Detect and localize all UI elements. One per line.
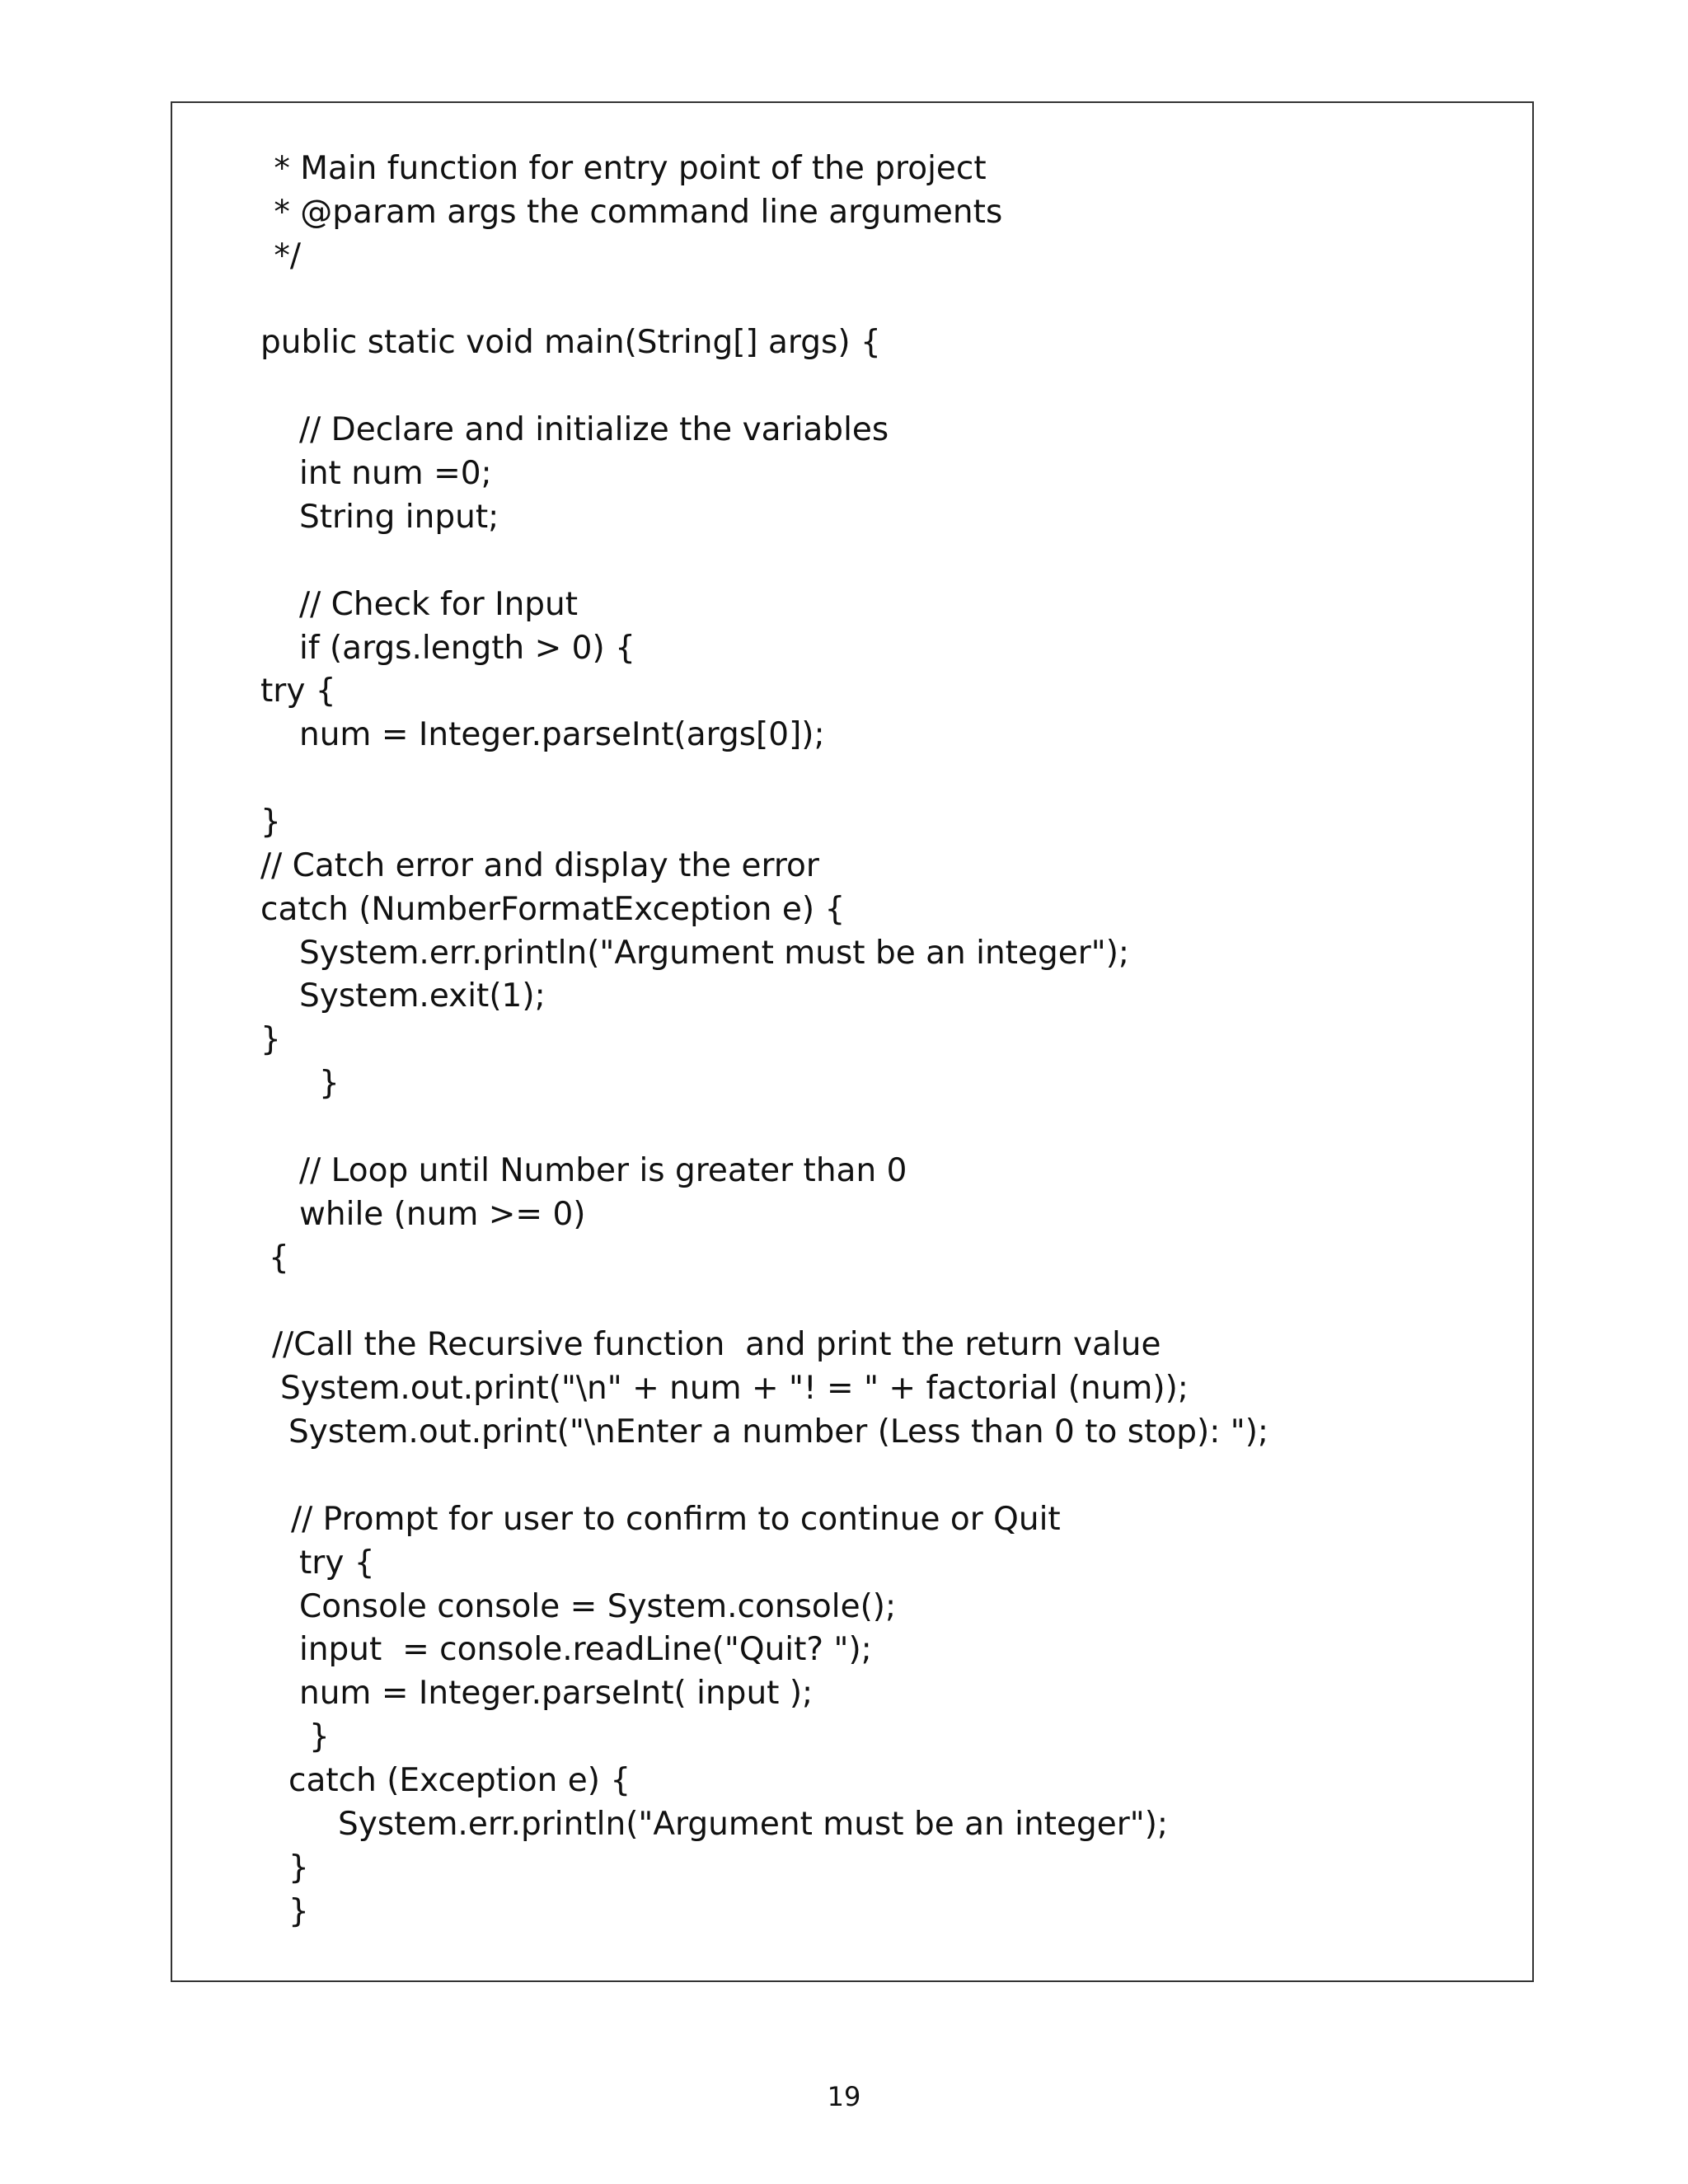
- code-line: int num =0;: [299, 455, 492, 492]
- code-line: }: [260, 804, 281, 841]
- code-line: System.out.print("\nEnter a number (Less than 0 to stop): ");: [288, 1413, 1269, 1451]
- code-line: while (num >= 0): [299, 1196, 586, 1233]
- code-line: if (args.length > 0) {: [299, 630, 635, 667]
- code-line: System.out.print("\n" + num + "! = " + factorial (num));: [280, 1370, 1189, 1407]
- code-line: }: [319, 1065, 340, 1102]
- code-line: {: [269, 1240, 289, 1277]
- code-line: // Loop until Number is greater than 0: [299, 1152, 907, 1189]
- code-line: Console console = System.console();: [299, 1588, 897, 1625]
- code-line: // Check for Input: [299, 586, 579, 623]
- code-line: }: [288, 1893, 309, 1930]
- code-line: input = console.readLine("Quit? ");: [299, 1631, 872, 1668]
- code-line: */: [264, 237, 302, 274]
- code-line: String input;: [299, 499, 499, 536]
- code-line: num = Integer.parseInt(args[0]);: [299, 716, 825, 753]
- code-line: System.exit(1);: [299, 977, 546, 1015]
- code-line: System.err.println("Argument must be an integer");: [338, 1806, 1169, 1843]
- code-line: try {: [260, 673, 336, 710]
- code-line: }: [260, 1021, 281, 1058]
- code-line: // Declare and initialize the variables: [299, 411, 889, 448]
- code-line: // Prompt for user to confirm to continue or Quit: [291, 1501, 1061, 1538]
- code-line: System.err.println("Argument must be an integer");: [299, 935, 1130, 972]
- code-line: }: [288, 1849, 309, 1886]
- code-line: //Call the Recursive function and print the return value: [272, 1326, 1161, 1363]
- code-line: catch (NumberFormatException e) {: [260, 891, 846, 928]
- code-line: num = Integer.parseInt( input );: [299, 1675, 814, 1712]
- code-line: try {: [299, 1544, 375, 1582]
- code-line: catch (Exception e) {: [288, 1762, 631, 1799]
- code-line: * Main function for entry point of the project: [264, 150, 987, 187]
- code-line: * @param args the command line arguments: [264, 194, 1003, 231]
- code-line: // Catch error and display the error: [260, 847, 819, 884]
- code-line: public static void main(String[] args) {: [260, 324, 881, 361]
- code-line: }: [309, 1718, 330, 1755]
- page-number: 19: [827, 2081, 861, 2112]
